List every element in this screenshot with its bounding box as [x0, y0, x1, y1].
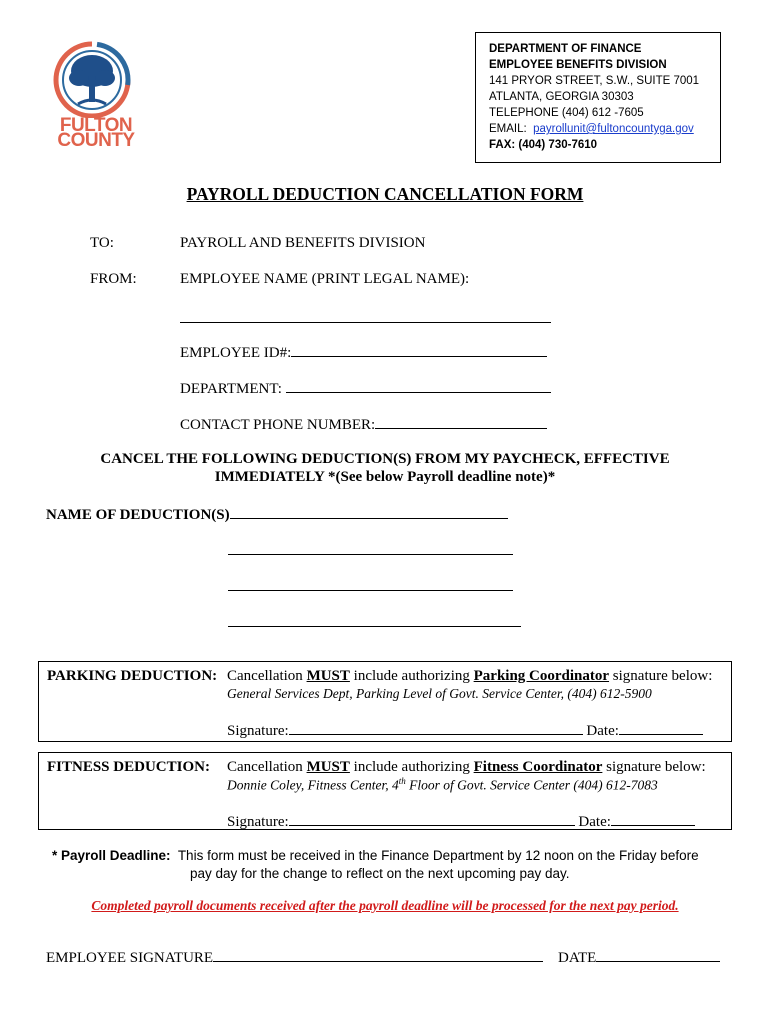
deadline-label: * Payroll Deadline:: [52, 848, 171, 863]
deductions-label: NAME OF DEDUCTION(S): [46, 507, 230, 523]
deductions-row: [46, 504, 508, 524]
parking-signature-label: Signature:: [227, 723, 289, 739]
employee-signature-row: [46, 947, 543, 967]
employee-id-field[interactable]: [291, 342, 547, 357]
division-name: EMPLOYEE BENEFITS DIVISION: [489, 59, 667, 71]
employee-signature-field[interactable]: [213, 947, 543, 962]
telephone: TELEPHONE (404) 612 -7605: [489, 107, 644, 119]
email-link[interactable]: payrollunit@fultoncountyga.gov: [533, 123, 694, 135]
deduction-field-1[interactable]: [230, 504, 508, 519]
deduction-field-4[interactable]: [228, 612, 521, 627]
parking-date-label: Date:: [586, 723, 619, 739]
fitness-text-post: signature below:: [602, 759, 706, 775]
to-label: TO:: [90, 235, 114, 251]
parking-contact-info: General Services Dept, Parking Level of Govt. Service Center, (404) 612-5900: [227, 686, 652, 701]
fax: FAX: (404) 730-7610: [489, 139, 598, 151]
employee-date-row: [558, 947, 720, 967]
phone-field[interactable]: [375, 414, 547, 429]
deadline-note-line1: [52, 847, 699, 865]
fitness-contact-info: [227, 776, 658, 794]
fitness-date-field[interactable]: [611, 811, 695, 826]
department-address-box: [475, 32, 721, 163]
cancel-statement-line2: IMMEDIATELY *(See below Payroll deadline note)*: [214, 469, 556, 485]
fitness-signature-row: [227, 811, 695, 831]
fitness-must: MUST: [306, 759, 350, 775]
tree-emblem-icon: [44, 38, 140, 118]
parking-text-mid: include authorizing: [349, 668, 474, 684]
fulton-county-logo: [44, 38, 140, 151]
to-value: PAYROLL AND BENEFITS DIVISION: [180, 235, 426, 251]
parking-signature-field[interactable]: [289, 720, 583, 735]
employee-date-field[interactable]: [596, 947, 720, 962]
email-row: [489, 121, 720, 137]
parking-heading: PARKING DEDUCTION:: [47, 668, 218, 684]
fitness-coordinator: Fitness Coordinator: [473, 759, 603, 775]
parking-signature-row: [227, 720, 703, 740]
phone-row: [180, 414, 547, 434]
employee-id-row: [180, 342, 547, 362]
employee-date-label: DATE: [558, 950, 597, 966]
parking-coordinator: Parking Coordinator: [473, 668, 610, 684]
parking-deduction-box: [38, 661, 732, 742]
city-address: ATLANTA, GEORGIA 30303: [489, 91, 634, 103]
parking-text-post: signature below:: [609, 668, 713, 684]
fitness-info-b: Floor of Govt. Service Center (404) 612-7083: [405, 777, 658, 793]
fitness-heading: FITNESS DEDUCTION:: [47, 759, 210, 775]
employee-id-label: EMPLOYEE ID#:: [180, 345, 292, 361]
cancel-statement-line1: CANCEL THE FOLLOWING DEDUCTION(S) FROM MY PAYCHECK, EFFECTIVE: [100, 451, 670, 467]
employee-name-field[interactable]: [180, 308, 551, 323]
department-name: DEPARTMENT OF FINANCE: [489, 43, 642, 55]
parking-text-pre: Cancellation: [227, 668, 307, 684]
parking-must: MUST: [306, 668, 350, 684]
form-title: PAYROLL DEDUCTION CANCELLATION FORM: [186, 184, 584, 204]
fitness-deduction-box: [38, 752, 732, 830]
from-label: FROM:: [90, 271, 137, 287]
fitness-signature-field[interactable]: [289, 811, 575, 826]
parking-date-field[interactable]: [619, 720, 703, 735]
department-field[interactable]: [286, 378, 551, 393]
department-label: DEPARTMENT:: [180, 381, 282, 397]
fitness-signature-label: Signature:: [227, 814, 289, 830]
email-label: EMAIL:: [489, 123, 527, 135]
department-row: [180, 378, 551, 398]
parking-instruction: [227, 668, 712, 685]
fitness-text-pre: Cancellation: [227, 759, 307, 775]
deadline-text-2: pay day for the change to reflect on the next upcoming pay day.: [190, 866, 570, 881]
from-value: EMPLOYEE NAME (PRINT LEGAL NAME):: [180, 271, 470, 287]
logo-text-county: COUNTY: [57, 130, 135, 151]
street-address: 141 PRYOR STREET, S.W., SUITE 7001: [489, 75, 700, 87]
deduction-field-2[interactable]: [228, 540, 513, 555]
employee-signature-label: EMPLOYEE SIGNATURE: [46, 950, 214, 966]
fitness-text-mid: include authorizing: [349, 759, 474, 775]
deadline-text-1: This form must be received in the Finance Department by 12 noon on the Friday before: [177, 848, 699, 863]
fitness-info-sup: th: [398, 776, 406, 786]
fitness-info-a: Donnie Coley, Fitness Center, 4: [227, 777, 399, 793]
fitness-instruction: [227, 759, 706, 776]
deadline-warning: Completed payroll documents received after the payroll deadline will be processed for the next pay period.: [91, 898, 679, 913]
phone-label: CONTACT PHONE NUMBER:: [180, 417, 376, 433]
logo-text-fulton: FULTON: [59, 115, 133, 136]
deduction-field-3[interactable]: [228, 576, 513, 591]
fitness-date-label: Date:: [578, 814, 611, 830]
